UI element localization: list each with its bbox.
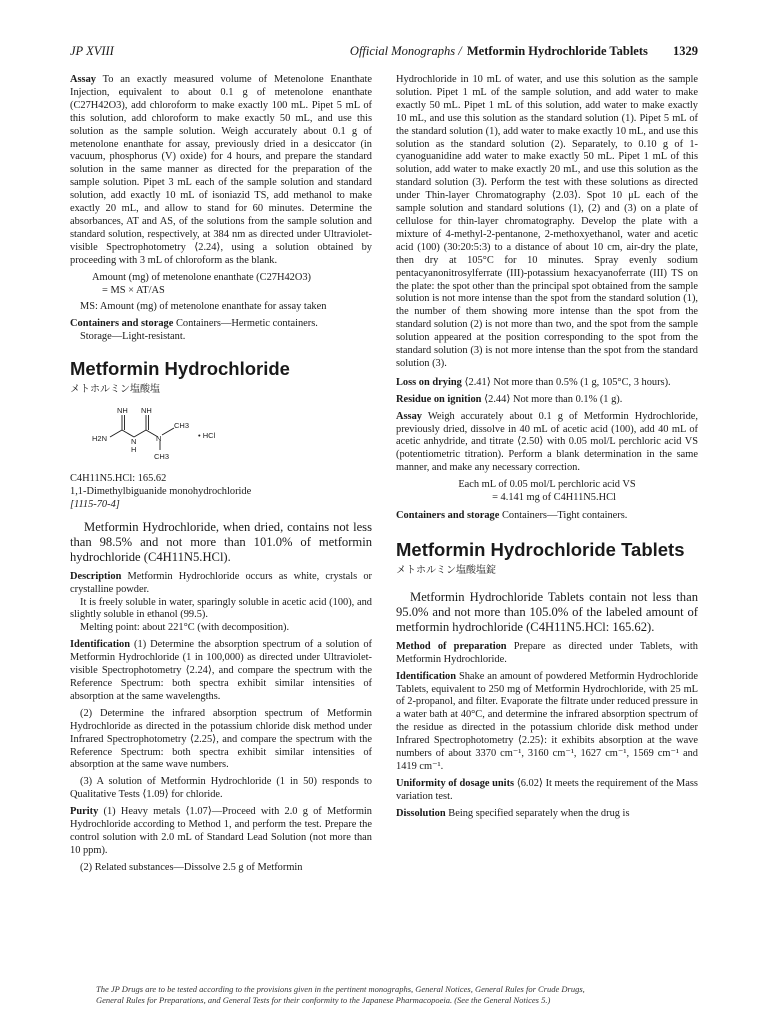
assay-heading: Assay xyxy=(70,74,96,85)
monograph-japanese-name: メトホルミン塩酸塩 xyxy=(70,384,160,396)
identification-3: (3) A solution of Metformin Hydrochloride (1 in 50) responds to Qualitative Tests ⟨1.09⟩ for chloride. xyxy=(70,776,372,801)
description-paragraph xyxy=(70,571,372,636)
loss-on-drying-heading: Loss on drying xyxy=(396,376,462,388)
dissolution-heading: Dissolution xyxy=(396,807,446,819)
description-text: Metformin Hydrochloride occurs as white, crystals or crystalline powder. xyxy=(70,570,372,595)
ch3-label-bottom: CH3 xyxy=(154,452,170,462)
h-label: H xyxy=(131,445,137,455)
page-footer xyxy=(96,984,672,1005)
containers-paragraph-right xyxy=(396,510,698,523)
left-column xyxy=(70,74,372,879)
amount-line-1: Amount (mg) of metenolone enanthate (C27H42O3) xyxy=(92,271,312,283)
melting-point-text: Melting point: about 221°C (with decomposition). xyxy=(80,622,290,634)
assay-heading-right: Assay xyxy=(396,410,422,422)
equivalence-line-1: Each mL of 0.05 mol/L perchloric acid VS xyxy=(458,479,636,491)
containers-text-right: Containers—Tight containers. xyxy=(501,510,628,521)
equivalence-formula xyxy=(396,479,698,505)
purity-paragraph xyxy=(70,806,372,858)
molecular-formula: C4H11N5.HCl: 165.62 xyxy=(70,473,167,485)
residue-paragraph xyxy=(396,394,698,407)
assay-paragraph xyxy=(70,74,372,268)
residue-heading: Residue on ignition xyxy=(396,393,482,405)
n-label: N xyxy=(156,434,162,444)
ms-definition: MS: Amount (mg) of metenolone enanthate for assay taken xyxy=(80,301,327,313)
header-right xyxy=(350,44,698,59)
dissolution-paragraph xyxy=(396,808,698,821)
uniformity-paragraph xyxy=(396,778,698,804)
ch3-label-top: CH3 xyxy=(174,421,190,431)
containers-paragraph xyxy=(70,318,372,344)
purity-continued: Hydrochloride in 10 mL of water, and use this solution as the sample solution. Pipet 1 mL of the sample solution, and add water to make exactly 50 mL. Pipet 1 mL of this solution, add water to make exactly 10 mL, and use this solution as the standard solution (1). Pipet 5 mL of the standard solution (1), add water to make exactly 10 mL, and use this solution as the standard solution (2). Separately, to 0.10 g of 1-cyanoguanidine add water to make exactly 50 mL. Pipet 1 mL of this solution, add water to make exactly 20 mL, and use this solution as the standard solution (3). Perform the test with these solutions as directed under Thin-layer Chromatography ⟨2.03⟩. Spot 10 μL each of the sample solution and standard solutions (1), (2) and (3) on a plate of cellulose for thin-layer chromatography. Develop the plate with a mixture of 4-methyl-2-pentanone, 2-methoxyethanol, water and acetic acid (100) (30:20:5:3) to a distance of about 10 cm, air-dry the plate, then dry at 105°C for 10 minutes. Spray evenly sodium pentacyanonitrosylferrate (III)-potassium hexacyanoferrate (III) TS on the plate: the spot other than the principal spot obtained from the sample solution is not more intense than the spot from the standard solution (1), the number of them showing more intense than the spot from the standard solution (2) is not more than two, and the spot from the sample solution appeared at the position corresponding to the spot from the standard solution (3) is not more intense than the spot from the standard solution (3). xyxy=(396,74,698,369)
page-number: 1329 xyxy=(673,44,698,58)
dissolution-text: Being specified separately when the drug is xyxy=(448,807,630,819)
header-monograph-label: Official Monographs / xyxy=(349,44,462,58)
nh-label-1: NH xyxy=(117,406,128,416)
assay-text-right: Weigh accurately about 0.1 g of Metformin Hydrochloride, previously dried, dissolve in 40 mL of acetic acid (100), add 40 mL of acetic anhydride, and titrate ⟨2.50⟩ with 0.05 mol/L perchloric acid VS (potentiometric titration). Perform a blank determination in the same manner, and make any necessary correction. xyxy=(396,410,698,474)
containers-heading: Containers and storage xyxy=(70,318,174,330)
running-header xyxy=(70,44,698,62)
identification-2: (2) Determine the infrared absorption spectrum of Metformin Hydrochloride as directed in the potassium chloride disk method under Infrared Spectrophotometry ⟨2.25⟩, and compare the spectrum with the Reference Spectrum: both spectra exhibit similar intensities of absorption at the same wave numbers. xyxy=(70,707,372,771)
footer-line-1: The JP Drugs are to be tested according to the provisions given in the pertinent monographs, General Notices, General Rules for Crude Drugs, xyxy=(96,984,585,994)
equivalence-line-2: = 4.141 mg of C4H11N5.HCl xyxy=(492,492,616,504)
n-label-inner: N xyxy=(131,437,137,447)
structural-formula xyxy=(70,403,372,465)
loss-on-drying-text: ⟨2.41⟩ Not more than 0.5% (1 g, 105°C, 3 hours). xyxy=(464,376,671,388)
h2n-label: H2N xyxy=(92,434,108,444)
chemical-name: 1,1-Dimethylbiguanide monohydrochloride xyxy=(70,485,252,497)
solubility-text: It is freely soluble in water, sparingly soluble in acetic acid (100), and slightly soluble in ethanol (99.5). xyxy=(70,596,372,621)
amount-line-2: = MS × AT/AS xyxy=(102,284,165,296)
method-paragraph xyxy=(396,641,698,667)
right-column xyxy=(396,74,698,825)
assay-paragraph-right xyxy=(396,411,698,476)
description-heading: Description xyxy=(70,570,122,582)
storage-text: Storage—Light-resistant. xyxy=(80,331,186,343)
identification-1: (1) Determine the absorption spectrum of a solution of Metformin Hydrochloride (1 in 100,000) as directed under Ultraviolet-visible Spectrophotometry ⟨2.24⟩, and compare the spectrum with the Reference Spectrum: both spectra exhibit similar intensities of absorption at the same wavelengths. xyxy=(70,639,372,702)
monograph-title: Metformin Hydrochloride xyxy=(70,358,290,380)
cas-number: [1115-70-4] xyxy=(70,498,120,510)
monograph-lead: Metformin Hydrochloride, when dried, contains not less than 98.5% and not more than 101.0% of metformin hydrochloride (C4H11N5.HCl). xyxy=(70,519,372,564)
tablets-lead: Metformin Hydrochloride Tablets contain not less than 95.0% and not more than 105.0% of the labeled amount of metformin hydrochloride (C4H11N5.HCl: 165.62). xyxy=(396,589,698,634)
assay-text: To an exactly measured volume of Metenolone Enanthate Injection, equivalent to about 0.1 g of metenolone enanthate (C27H42O3), add chloroform to make exactly 100 mL. Pipet 5 mL of this solution, add chloroform to make exactly 50 mL, and use this solution as the sample solution. Weigh accurately about 0.1 g of metenolone enanthate for assay, previously dried in a desiccator (in vacuum, phosphorus (V) oxide) for 4 hours, and prepare the standard solution in the same manner as directed for the preparation of the sample solution. Pipet 3 mL each of the sample solution and standard solution, add exactly 10 mL of isoniazid TS, add methanol to make exactly 20 mL, and allow to stand for 60 minutes. Determine the absorbances, AT and AS, of the solutions from the sample solution and standard solution, respectively, at 384 nm as directed under Ultraviolet-visible Spectrophotometry ⟨2.24⟩, using a solution obtained by proceeding with 3 mL of chloroform as the blank. xyxy=(70,74,372,266)
header-section-title: Metformin Hydrochloride Tablets xyxy=(466,44,648,58)
hcl-label: • HCl xyxy=(198,431,216,441)
containers-heading-right: Containers and storage xyxy=(396,510,500,521)
uniformity-heading: Uniformity of dosage units xyxy=(396,777,515,789)
residue-text: ⟨2.44⟩ Not more than 0.1% (1 g). xyxy=(484,393,623,405)
purity-1: (1) Heavy metals ⟨1.07⟩—Proceed with 2.0 g of Metformin Hydrochloride according to Method 1, and perform the test. Prepare the control solution with 2.0 mL of Standard Lead Solution (not more than 10 ppm). xyxy=(70,806,372,856)
loss-on-drying-paragraph xyxy=(396,377,698,390)
purity-2: (2) Related substances—Dissolve 2.5 g of Metformin xyxy=(80,861,303,873)
identification-paragraph xyxy=(70,639,372,704)
containers-text: Containers—Hermetic containers. xyxy=(175,318,318,330)
method-heading: Method of preparation xyxy=(396,640,507,652)
tablets-title: Metformin Hydrochloride Tablets xyxy=(396,538,685,560)
tablets-japanese-name: メトホルミン塩酸塩錠 xyxy=(396,564,496,576)
structure-diagram xyxy=(70,403,300,465)
purity-heading: Purity xyxy=(70,806,99,818)
identification-heading: Identification xyxy=(70,639,131,651)
footer-line-2: General Rules for Preparations, and General Tests for their conformity to the Japanese Pharmacopoeia. (See the General Notices 5.) xyxy=(96,994,551,1005)
tablets-identification-text: Shake an amount of powdered Metformin Hydrochloride Tablets, equivalent to 250 mg of Metformin Hydrochloride, with 25 mL of 2-propanol, and filter. Evaporate the filtrate under reduced pressure in a water bath at 40°C, and determine the infrared absorption spectrum of the residue as directed in the potassium chloride disk method under Infrared Spectrophotometry ⟨2.25⟩: it exhibits absorption at the wave numbers of about 3370 cm⁻¹, 3160 cm⁻¹, 1627 cm⁻¹, 1569 cm⁻¹ and 1419 cm⁻¹. xyxy=(396,670,698,772)
tablets-identification-heading: Identification xyxy=(396,670,457,682)
tablets-identification-paragraph xyxy=(396,671,698,774)
header-edition: JP XVIII xyxy=(70,44,114,58)
method-text: Prepare as directed under Tablets, with Metformin Hydrochloride. xyxy=(396,640,698,665)
uniformity-text: ⟨6.02⟩ It meets the requirement of the Mass variation test. xyxy=(396,777,698,802)
amount-formula xyxy=(70,272,372,298)
nh-label-2: NH xyxy=(141,406,152,416)
